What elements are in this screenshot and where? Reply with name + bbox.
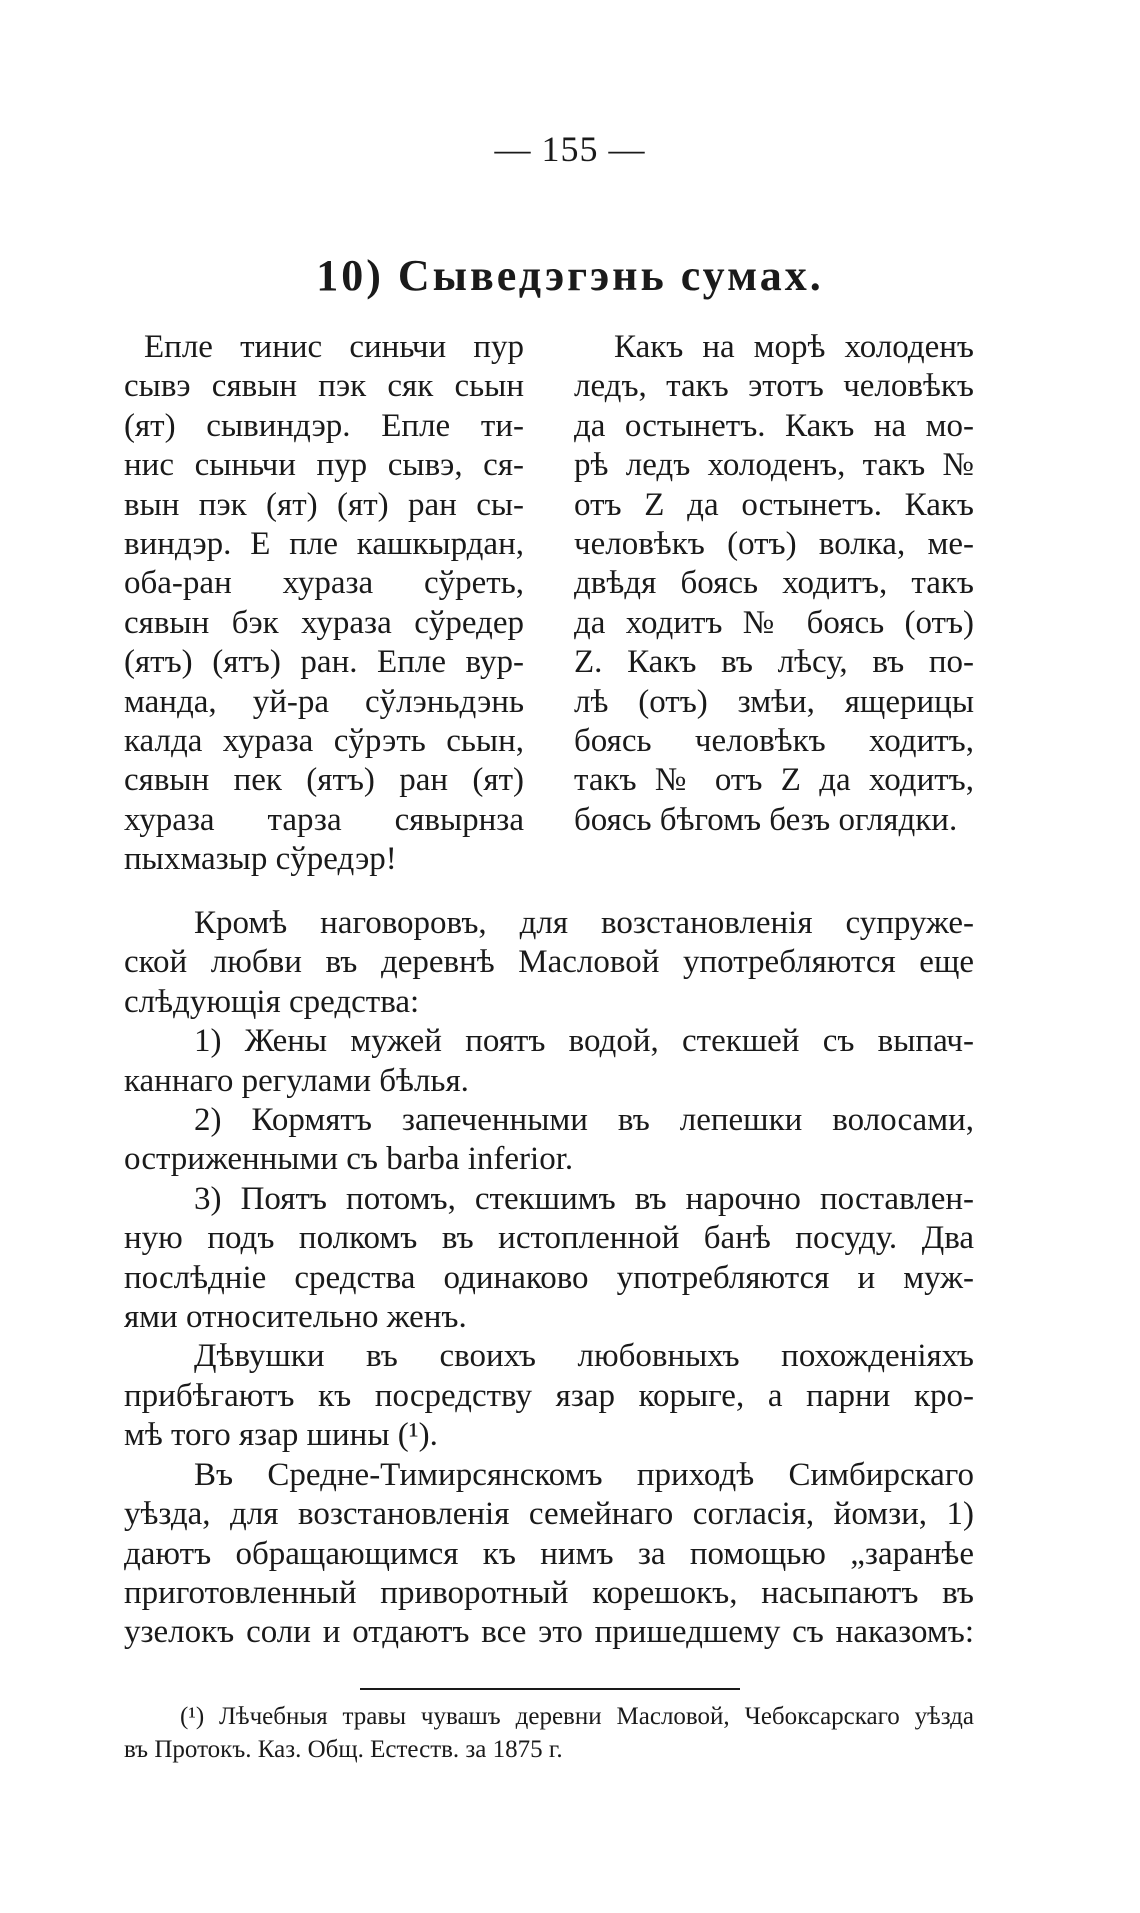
text-line: мѣ того язар шины (¹).	[124, 1417, 438, 1454]
text-line: Какъ на морѣ холоденъ	[614, 329, 974, 365]
text-line: боясь человѣкъ ходитъ,	[574, 723, 974, 760]
text-line: сявын пек (ятъ) ран (ят)	[124, 762, 524, 799]
text-line: ледъ, такъ этотъ человѣкъ	[574, 368, 974, 405]
text-line: Z. Какъ въ лѣсу, въ по-	[574, 644, 974, 681]
text-line: узелокъ соли и отдаютъ все это пришедшему съ наказомъ:	[124, 1614, 974, 1651]
text-line: нис сыньчи пур сывэ, ся-	[124, 447, 524, 484]
text-line: уѣзда, для возстановленія семейнаго согласія, йомзи, 1)	[124, 1496, 974, 1533]
text-line: Въ Средне-Тимирсянскомъ приходѣ Симбирскаго	[194, 1456, 974, 1493]
text-line: сявын бэк хураза сўредер	[124, 604, 524, 641]
text-line: Кромѣ наговоровъ, для возстановленія супруже-	[194, 905, 974, 941]
text-line: вын пэк (ят) (ят) ран сы-	[124, 486, 524, 523]
footnote-line: въ Протокъ. Каз. Общ. Естеств. за 1875 г.	[124, 1736, 563, 1763]
text-line: слѣдующія средства:	[124, 983, 420, 1020]
text-line: 3) Поятъ потомъ, стекшимъ въ нарочно поставлен-	[194, 1180, 974, 1217]
text-line: даютъ обращающимся къ нимъ за помощью „заранѣе	[124, 1535, 974, 1572]
text-line: калда хураза сўрэть сьын,	[124, 723, 524, 760]
text-line: 2) Кормятъ запеченными въ лепешки волосами,	[194, 1102, 974, 1139]
text-line: (ят) сывиндэр. Епле ти-	[124, 407, 524, 444]
footnote-divider	[360, 1688, 740, 1690]
text-line: виндэр. Е пле кашкырдан,	[124, 526, 524, 563]
text-line: такъ № отъ Z да ходитъ,	[574, 762, 974, 799]
text-line: да остынетъ. Какъ на мо-	[574, 407, 974, 444]
text-line: (ятъ) (ятъ) ран. Епле вур-	[124, 644, 524, 681]
text-line: сывэ сявын пэк сяк сьын	[124, 368, 524, 405]
text-line: ную подъ полкомъ въ истопленной банѣ посуду. Два	[124, 1220, 974, 1257]
body-text	[124, 904, 974, 1653]
text-line: хураза тарза сявырнза	[124, 801, 524, 838]
text-line: прибѣгаютъ къ посредству язар корыге, а парни кро-	[124, 1377, 974, 1414]
text-line: Епле тинис синьчи пур	[144, 329, 524, 365]
text-line: каннаго регулами бѣлья.	[124, 1062, 469, 1099]
text-line: остриженными съ barba inferior.	[124, 1141, 574, 1178]
page-number: — 155 —	[494, 129, 646, 169]
text-line: лѣ (отъ) змѣи, ящерицы	[574, 683, 974, 720]
chuvash-text-column	[124, 328, 524, 880]
text-line: рѣ ледъ холоденъ, такъ №	[574, 447, 974, 484]
russian-translation-column	[574, 328, 974, 840]
text-line: двѣдя боясь ходитъ, такъ	[574, 565, 974, 602]
text-line: ями относительно женъ.	[124, 1299, 467, 1336]
text-line: пыхмазыр сўредэр!	[124, 841, 397, 878]
text-line: манда, уй-ра сўлэньдэнь	[124, 683, 524, 720]
text-line: отъ Z да остынетъ. Какъ	[574, 486, 974, 523]
text-line: да ходитъ № боясь (отъ)	[574, 604, 974, 641]
text-line: человѣкъ (отъ) волка, ме-	[574, 526, 974, 563]
footnote-line: (¹) Лѣчебныя травы чувашъ деревни Масловой, Чебоксарскаго уѣзда	[180, 1703, 974, 1730]
section-title: 10) Сыведэгэнь сумах.	[316, 251, 824, 300]
text-line: Дѣвушки въ своихъ любовныхъ похожденіяхъ	[194, 1338, 974, 1375]
footnote	[124, 1700, 974, 1766]
text-line: ской любви въ деревнѣ Масловой употребляются еще	[124, 944, 974, 981]
text-line: оба-ран хураза сўреть,	[124, 565, 524, 602]
text-line: 1) Жены мужей поятъ водой, стекшей съ выпач-	[194, 1023, 974, 1060]
text-line: приготовленный приворотный корешокъ, насыпаютъ въ	[124, 1574, 974, 1611]
text-line: боясь бѣгомъ безъ оглядки.	[574, 801, 958, 838]
text-line: послѣдніе средства одинаково употребляются и муж-	[124, 1259, 974, 1296]
